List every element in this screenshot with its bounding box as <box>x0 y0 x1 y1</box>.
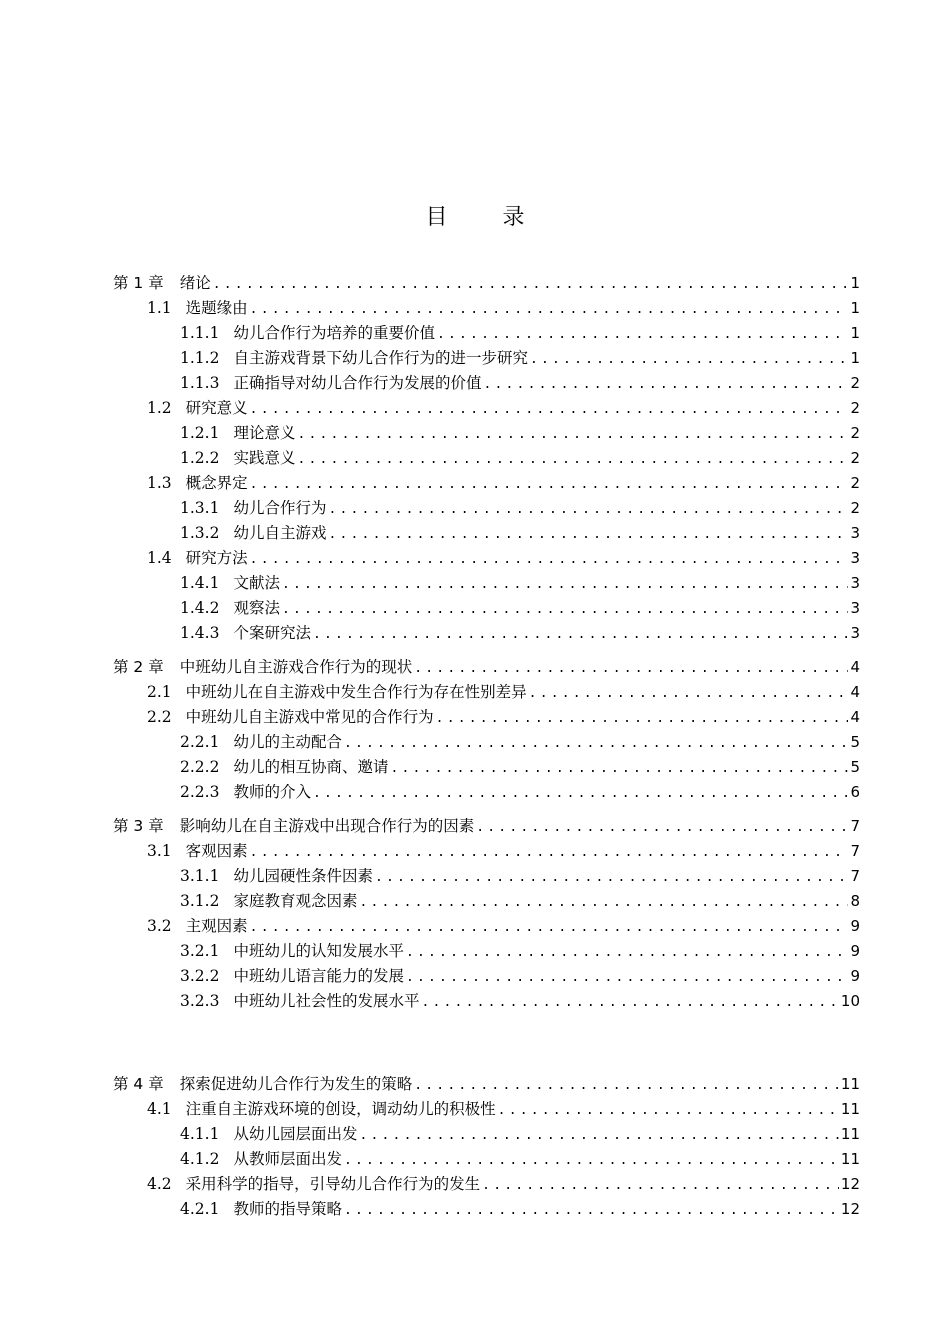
toc-entry-label: 幼儿合作行为培养的重要价值 <box>233 324 435 342</box>
toc-page-number: 9 <box>850 967 860 985</box>
toc-leader-dots <box>282 576 848 594</box>
toc-leader-dots <box>297 426 848 444</box>
toc-entry-number: 3.1.2 <box>180 892 220 910</box>
toc-page-number: 7 <box>850 817 860 835</box>
toc-entry-label: 研究意义 <box>185 399 248 417</box>
toc-entry-label: 理论意义 <box>233 424 296 442</box>
toc-leader-dots <box>328 526 848 544</box>
toc-entry-label: 实践意义 <box>233 449 296 467</box>
toc-entry-number: 1.1.1 <box>180 324 220 342</box>
toc-subsection-entry[interactable] <box>180 522 860 544</box>
toc-entry-number: 3.2 <box>147 917 172 935</box>
toc-chapter-entry[interactable] <box>113 656 860 678</box>
toc-section-entry[interactable] <box>147 840 860 862</box>
toc-subsection-entry[interactable] <box>180 597 860 619</box>
toc-subsection-entry[interactable] <box>180 447 860 469</box>
toc-entry-label: 研究方法 <box>185 549 248 567</box>
toc-entry-label: 影响幼儿在自主游戏中出现合作行为的因素 <box>179 817 475 835</box>
toc-entry-number: 1.3.2 <box>180 524 220 542</box>
toc-page-number: 1 <box>850 299 860 317</box>
toc-leader-dots <box>437 326 848 344</box>
toc-leader-dots <box>344 1152 839 1170</box>
toc-subsection-entry[interactable] <box>180 781 860 803</box>
toc-leader-dots <box>406 969 848 987</box>
toc-leader-dots <box>250 476 849 494</box>
toc-entry-number: 第 4 章 <box>113 1075 164 1093</box>
toc-page-number: 7 <box>850 842 860 860</box>
toc-entry-label: 幼儿的主动配合 <box>233 733 342 751</box>
toc-page-number: 12 <box>840 1175 860 1193</box>
toc-leader-dots <box>476 819 848 837</box>
toc-entry-label: 幼儿园硬性条件因素 <box>233 867 373 885</box>
toc-leader-dots <box>359 894 848 912</box>
toc-entry-number: 1.1.2 <box>180 349 220 367</box>
toc-entry-number: 1.4.2 <box>180 599 220 617</box>
toc-entry-number: 4.1.2 <box>180 1150 220 1168</box>
toc-section-entry[interactable] <box>147 681 860 703</box>
toc-entry-number: 3.2.2 <box>180 967 220 985</box>
toc-entry-label: 采用科学的指导，引导幼儿合作行为的发生 <box>185 1175 481 1193</box>
toc-entry-number: 1.3.1 <box>180 499 220 517</box>
toc-subsection-entry[interactable] <box>180 497 860 519</box>
toc-leader-dots <box>250 919 849 937</box>
toc-entry-number: 3.1.1 <box>180 867 220 885</box>
toc-page-number: 11 <box>840 1150 860 1168</box>
toc-page-number: 3 <box>850 599 860 617</box>
toc-entry-label: 主观因素 <box>185 917 248 935</box>
toc-title: 目 录 <box>425 205 549 230</box>
toc-entry-number: 4.2.1 <box>180 1200 220 1218</box>
toc-page-number: 2 <box>850 499 860 517</box>
toc-leader-dots <box>414 1077 839 1095</box>
toc-entry-label: 中班幼儿自主游戏合作行为的现状 <box>179 658 413 676</box>
toc-leader-dots <box>313 785 848 803</box>
toc-page-number: 4 <box>850 708 860 726</box>
toc-subsection-entry[interactable] <box>180 322 860 344</box>
toc-section-entry[interactable] <box>147 547 860 569</box>
toc-entry-number: 1.3 <box>147 474 172 492</box>
toc-subsection-entry[interactable] <box>180 990 860 1012</box>
toc-entry-label: 从教师层面出发 <box>233 1150 342 1168</box>
toc-subsection-entry[interactable] <box>180 572 860 594</box>
toc-entry-label: 幼儿自主游戏 <box>233 524 327 542</box>
toc-entry-label: 观察法 <box>233 599 280 617</box>
toc-entry-number: 第 2 章 <box>113 658 164 676</box>
toc-leader-dots <box>250 301 849 319</box>
toc-leader-dots <box>414 660 848 678</box>
toc-leader-dots <box>375 869 848 887</box>
toc-page-number: 2 <box>850 474 860 492</box>
toc-subsection-entry[interactable] <box>180 865 860 887</box>
toc-section-entry[interactable] <box>147 397 860 419</box>
toc-section-entry[interactable] <box>147 472 860 494</box>
toc-leader-dots <box>313 626 848 644</box>
toc-entry-number: 2.1 <box>147 683 172 701</box>
toc-leader-dots <box>406 944 848 962</box>
toc-leader-dots <box>359 1127 838 1145</box>
toc-subsection-entry[interactable] <box>180 622 860 644</box>
toc-page-number: 3 <box>850 574 860 592</box>
toc-subsection-entry[interactable] <box>180 422 860 444</box>
toc-entry-label: 绪论 <box>179 274 211 292</box>
toc-leader-dots <box>483 376 848 394</box>
toc-page-number: 11 <box>840 1100 860 1118</box>
toc-subsection-entry[interactable] <box>180 1198 860 1220</box>
toc-entry-number: 2.2.3 <box>180 783 220 801</box>
toc-leader-dots <box>421 994 838 1012</box>
toc-leader-dots <box>436 710 849 728</box>
toc-entry-label: 探索促进幼儿合作行为发生的策略 <box>179 1075 413 1093</box>
toc-section-entry[interactable] <box>147 1098 860 1120</box>
toc-chapter-entry[interactable] <box>113 815 860 837</box>
toc-entry-label: 教师的指导策略 <box>233 1200 342 1218</box>
toc-page-number: 3 <box>850 624 860 642</box>
toc-leader-dots <box>482 1177 839 1195</box>
toc-leader-dots <box>344 735 848 753</box>
toc-entry-label: 中班幼儿语言能力的发展 <box>233 967 404 985</box>
toc-subsection-entry[interactable] <box>180 940 860 962</box>
toc-page-number: 2 <box>850 374 860 392</box>
toc-page-number: 2 <box>850 424 860 442</box>
toc-entry-label: 教师的介入 <box>233 783 311 801</box>
toc-leader-dots <box>282 601 848 619</box>
toc-leader-dots <box>530 351 848 369</box>
toc-page-number: 8 <box>850 892 860 910</box>
toc-chapter-entry[interactable] <box>113 272 860 294</box>
toc-section-entry[interactable] <box>147 1173 860 1195</box>
toc-entry-number: 2.2.1 <box>180 733 220 751</box>
toc-entry-label: 家庭教育观念因素 <box>233 892 358 910</box>
toc-page-number: 10 <box>840 992 860 1010</box>
toc-page-number: 12 <box>840 1200 860 1218</box>
toc-entry-number: 第 1 章 <box>113 274 164 292</box>
toc-entry-number: 3.1 <box>147 842 172 860</box>
toc-entry-number: 第 3 章 <box>113 817 164 835</box>
toc-entry-label: 幼儿合作行为 <box>233 499 327 517</box>
toc-page-number: 3 <box>850 524 860 542</box>
toc-entry-number: 1.1.3 <box>180 374 220 392</box>
toc-entry-number: 1.1 <box>147 299 172 317</box>
toc-leader-dots <box>390 760 848 778</box>
toc-entry-number: 4.1 <box>147 1100 172 1118</box>
toc-section-entry[interactable] <box>147 297 860 319</box>
toc-leader-dots <box>250 551 849 569</box>
toc-entry-number: 4.1.1 <box>180 1125 220 1143</box>
toc-leader-dots <box>344 1202 839 1220</box>
toc-entry-number: 3.2.3 <box>180 992 220 1010</box>
toc-page-number: 11 <box>840 1075 860 1093</box>
toc-entry-number: 2.2.2 <box>180 758 220 776</box>
toc-entry-label: 从幼儿园层面出发 <box>233 1125 358 1143</box>
toc-subsection-entry[interactable] <box>180 756 860 778</box>
toc-leader-dots <box>250 844 849 862</box>
toc-page-number: 6 <box>850 783 860 801</box>
toc-page-number: 3 <box>850 549 860 567</box>
toc-entry-number: 1.4.3 <box>180 624 220 642</box>
toc-entry-number: 1.4 <box>147 549 172 567</box>
toc-subsection-entry[interactable] <box>180 372 860 394</box>
toc-entry-label: 文献法 <box>233 574 280 592</box>
toc-page-number: 1 <box>850 349 860 367</box>
toc-entry-number: 2.2 <box>147 708 172 726</box>
toc-chapter-entry[interactable] <box>113 1073 860 1095</box>
toc-subsection-entry[interactable] <box>180 347 860 369</box>
toc-page-number: 4 <box>850 658 860 676</box>
toc-entry-number: 1.4.1 <box>180 574 220 592</box>
toc-leader-dots <box>297 451 848 469</box>
toc-entry-label: 概念界定 <box>185 474 248 492</box>
toc-entry-label: 中班幼儿的认知发展水平 <box>233 942 404 960</box>
toc-entry-number: 3.2.1 <box>180 942 220 960</box>
toc-entry-label: 选题缘由 <box>185 299 248 317</box>
toc-entry-label: 中班幼儿自主游戏中常见的合作行为 <box>185 708 434 726</box>
toc-entry-number: 1.2.1 <box>180 424 220 442</box>
toc-page-number: 11 <box>840 1125 860 1143</box>
toc-leader-dots <box>250 401 849 419</box>
toc-subsection-entry[interactable] <box>180 731 860 753</box>
toc-subsection-entry[interactable] <box>180 1148 860 1170</box>
toc-section-entry[interactable] <box>147 915 860 937</box>
toc-entry-label: 中班幼儿社会性的发展水平 <box>233 992 420 1010</box>
toc-entry-label: 自主游戏背景下幼儿合作行为的进一步研究 <box>233 349 528 367</box>
toc-leader-dots <box>529 685 849 703</box>
toc-page-number: 1 <box>850 324 860 342</box>
toc-subsection-entry[interactable] <box>180 890 860 912</box>
toc-entry-label: 中班幼儿在自主游戏中发生合作行为存在性别差异 <box>185 683 527 701</box>
toc-page-number: 2 <box>850 399 860 417</box>
toc-entry-label: 客观因素 <box>185 842 248 860</box>
toc-entry-number: 1.2.2 <box>180 449 220 467</box>
toc-leader-dots <box>213 276 849 294</box>
toc-section-entry[interactable] <box>147 706 860 728</box>
toc-leader-dots <box>498 1102 839 1120</box>
toc-entry-label: 正确指导对幼儿合作行为发展的价值 <box>233 374 482 392</box>
toc-page-number: 7 <box>850 867 860 885</box>
toc-entry-label: 注重自主游戏环境的创设，调动幼儿的积极性 <box>185 1100 496 1118</box>
toc-entry-number: 1.2 <box>147 399 172 417</box>
toc-entry-label: 幼儿的相互协商、邀请 <box>233 758 389 776</box>
toc-entry-label: 个案研究法 <box>233 624 311 642</box>
toc-page-number: 4 <box>850 683 860 701</box>
toc-leader-dots <box>328 501 848 519</box>
toc-page-number: 9 <box>850 942 860 960</box>
toc-page-number: 1 <box>850 274 860 292</box>
toc-entry-number: 4.2 <box>147 1175 172 1193</box>
toc-subsection-entry[interactable] <box>180 965 860 987</box>
toc-page-number: 5 <box>850 733 860 751</box>
toc-page-number: 5 <box>850 758 860 776</box>
toc-page-number: 2 <box>850 449 860 467</box>
toc-page-number: 9 <box>850 917 860 935</box>
toc-subsection-entry[interactable] <box>180 1123 860 1145</box>
